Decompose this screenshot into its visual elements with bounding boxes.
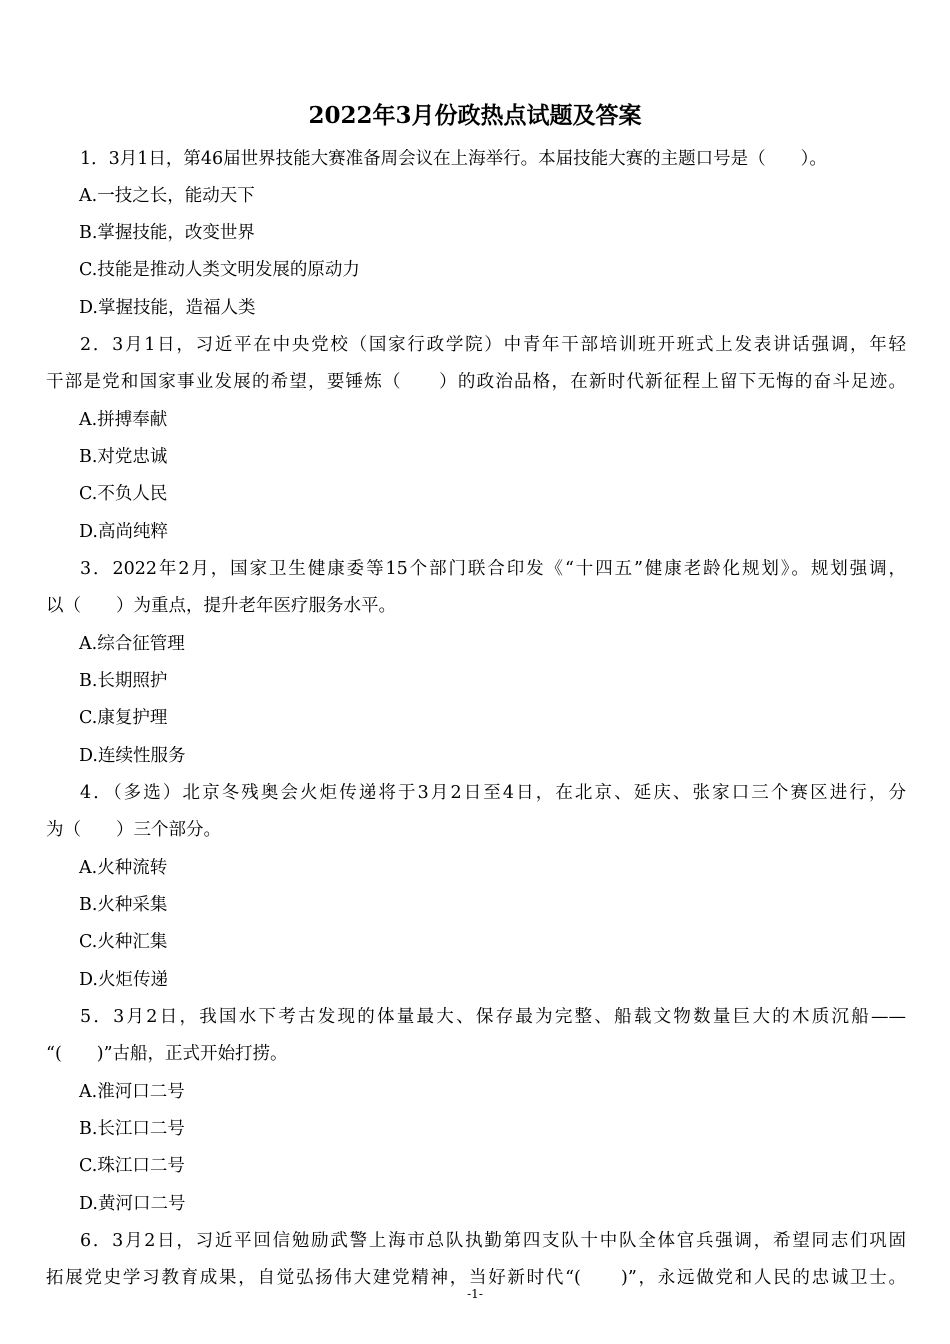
question-6-stem-line-1: 6．3月2日，习近平回信勉励武警上海市总队执勤第四支队十中队全体官兵强调，希望同志们巩固 xyxy=(80,1231,906,1251)
question-5-option-a: A.淮河口二号 xyxy=(79,1082,185,1102)
question-2-option-d: D.高尚纯粹 xyxy=(79,522,168,542)
question-1-option-b: B.掌握技能，改变世界 xyxy=(79,223,255,243)
question-5-stem-line-1: 5．3月2日，我国水下考古发现的体量最大、保存最为完整、船载文物数量巨大的木质沉船—— xyxy=(80,1007,906,1027)
question-3-option-d: D.连续性服务 xyxy=(79,746,186,766)
document-title: 2022年3月份政热点试题及答案 xyxy=(308,102,642,129)
question-5-option-b: B.长江口二号 xyxy=(79,1119,185,1139)
question-3-option-c: C.康复护理 xyxy=(79,708,168,728)
question-2-option-b: B.对党忠诚 xyxy=(79,447,168,467)
question-3-option-a: A.综合征管理 xyxy=(79,634,185,654)
question-4-option-b: B.火种采集 xyxy=(79,895,168,915)
question-3-option-b: B.长期照护 xyxy=(79,671,168,691)
page-number: -1- xyxy=(467,1287,483,1301)
question-4-option-a: A.火种流转 xyxy=(79,858,168,878)
question-3-stem-line-2: 以（ ）为重点，提升老年医疗服务水平。 xyxy=(46,596,396,616)
question-5-option-d: D.黄河口二号 xyxy=(79,1194,186,1214)
question-5-stem-line-2: “( )”古船，正式开始打捞。 xyxy=(46,1044,288,1064)
question-1-option-c: C.技能是推动人类文明发展的原动力 xyxy=(79,260,360,280)
question-2-option-c: C.不负人民 xyxy=(79,484,168,504)
question-1-option-a: A.一技之长，能动天下 xyxy=(79,186,255,206)
question-3-stem-line-1: 3．2022年2月，国家卫生健康委等15个部门联合印发《“十四五”健康老龄化规划》。规划强调， xyxy=(80,559,906,579)
question-2-stem-line-2: 干部是党和国家事业发展的希望，要锤炼（ ）的政治品格，在新时代新征程上留下无悔的奋斗足迹。 xyxy=(46,372,906,392)
question-4-option-c: C.火种汇集 xyxy=(79,932,168,952)
question-2-option-a: A.拼搏奉献 xyxy=(79,410,168,430)
question-4-option-d: D.火炬传递 xyxy=(79,970,168,990)
question-4-stem-line-2: 为（ ）三个部分。 xyxy=(46,820,221,840)
question-1-option-d: D.掌握技能，造福人类 xyxy=(79,298,256,318)
question-6-stem-line-2: 拓展党史学习教育成果，自觉弘扬伟大建党精神，当好新时代“( )”，永远做党和人民的忠诚卫士。 xyxy=(46,1268,906,1288)
question-4-stem-line-1: 4．（多选）北京冬残奥会火炬传递将于3月2日至4日，在北京、延庆、张家口三个赛区进行，分 xyxy=(80,783,906,803)
question-5-option-c: C.珠江口二号 xyxy=(79,1156,185,1176)
question-1-stem-line-1: 1．3月1日，第46届世界技能大赛准备周会议在上海举行。本届技能大赛的主题口号是（ ）。 xyxy=(80,149,827,169)
question-2-stem-line-1: 2．3月1日，习近平在中央党校（国家行政学院）中青年干部培训班开班式上发表讲话强调，年轻 xyxy=(80,335,906,355)
